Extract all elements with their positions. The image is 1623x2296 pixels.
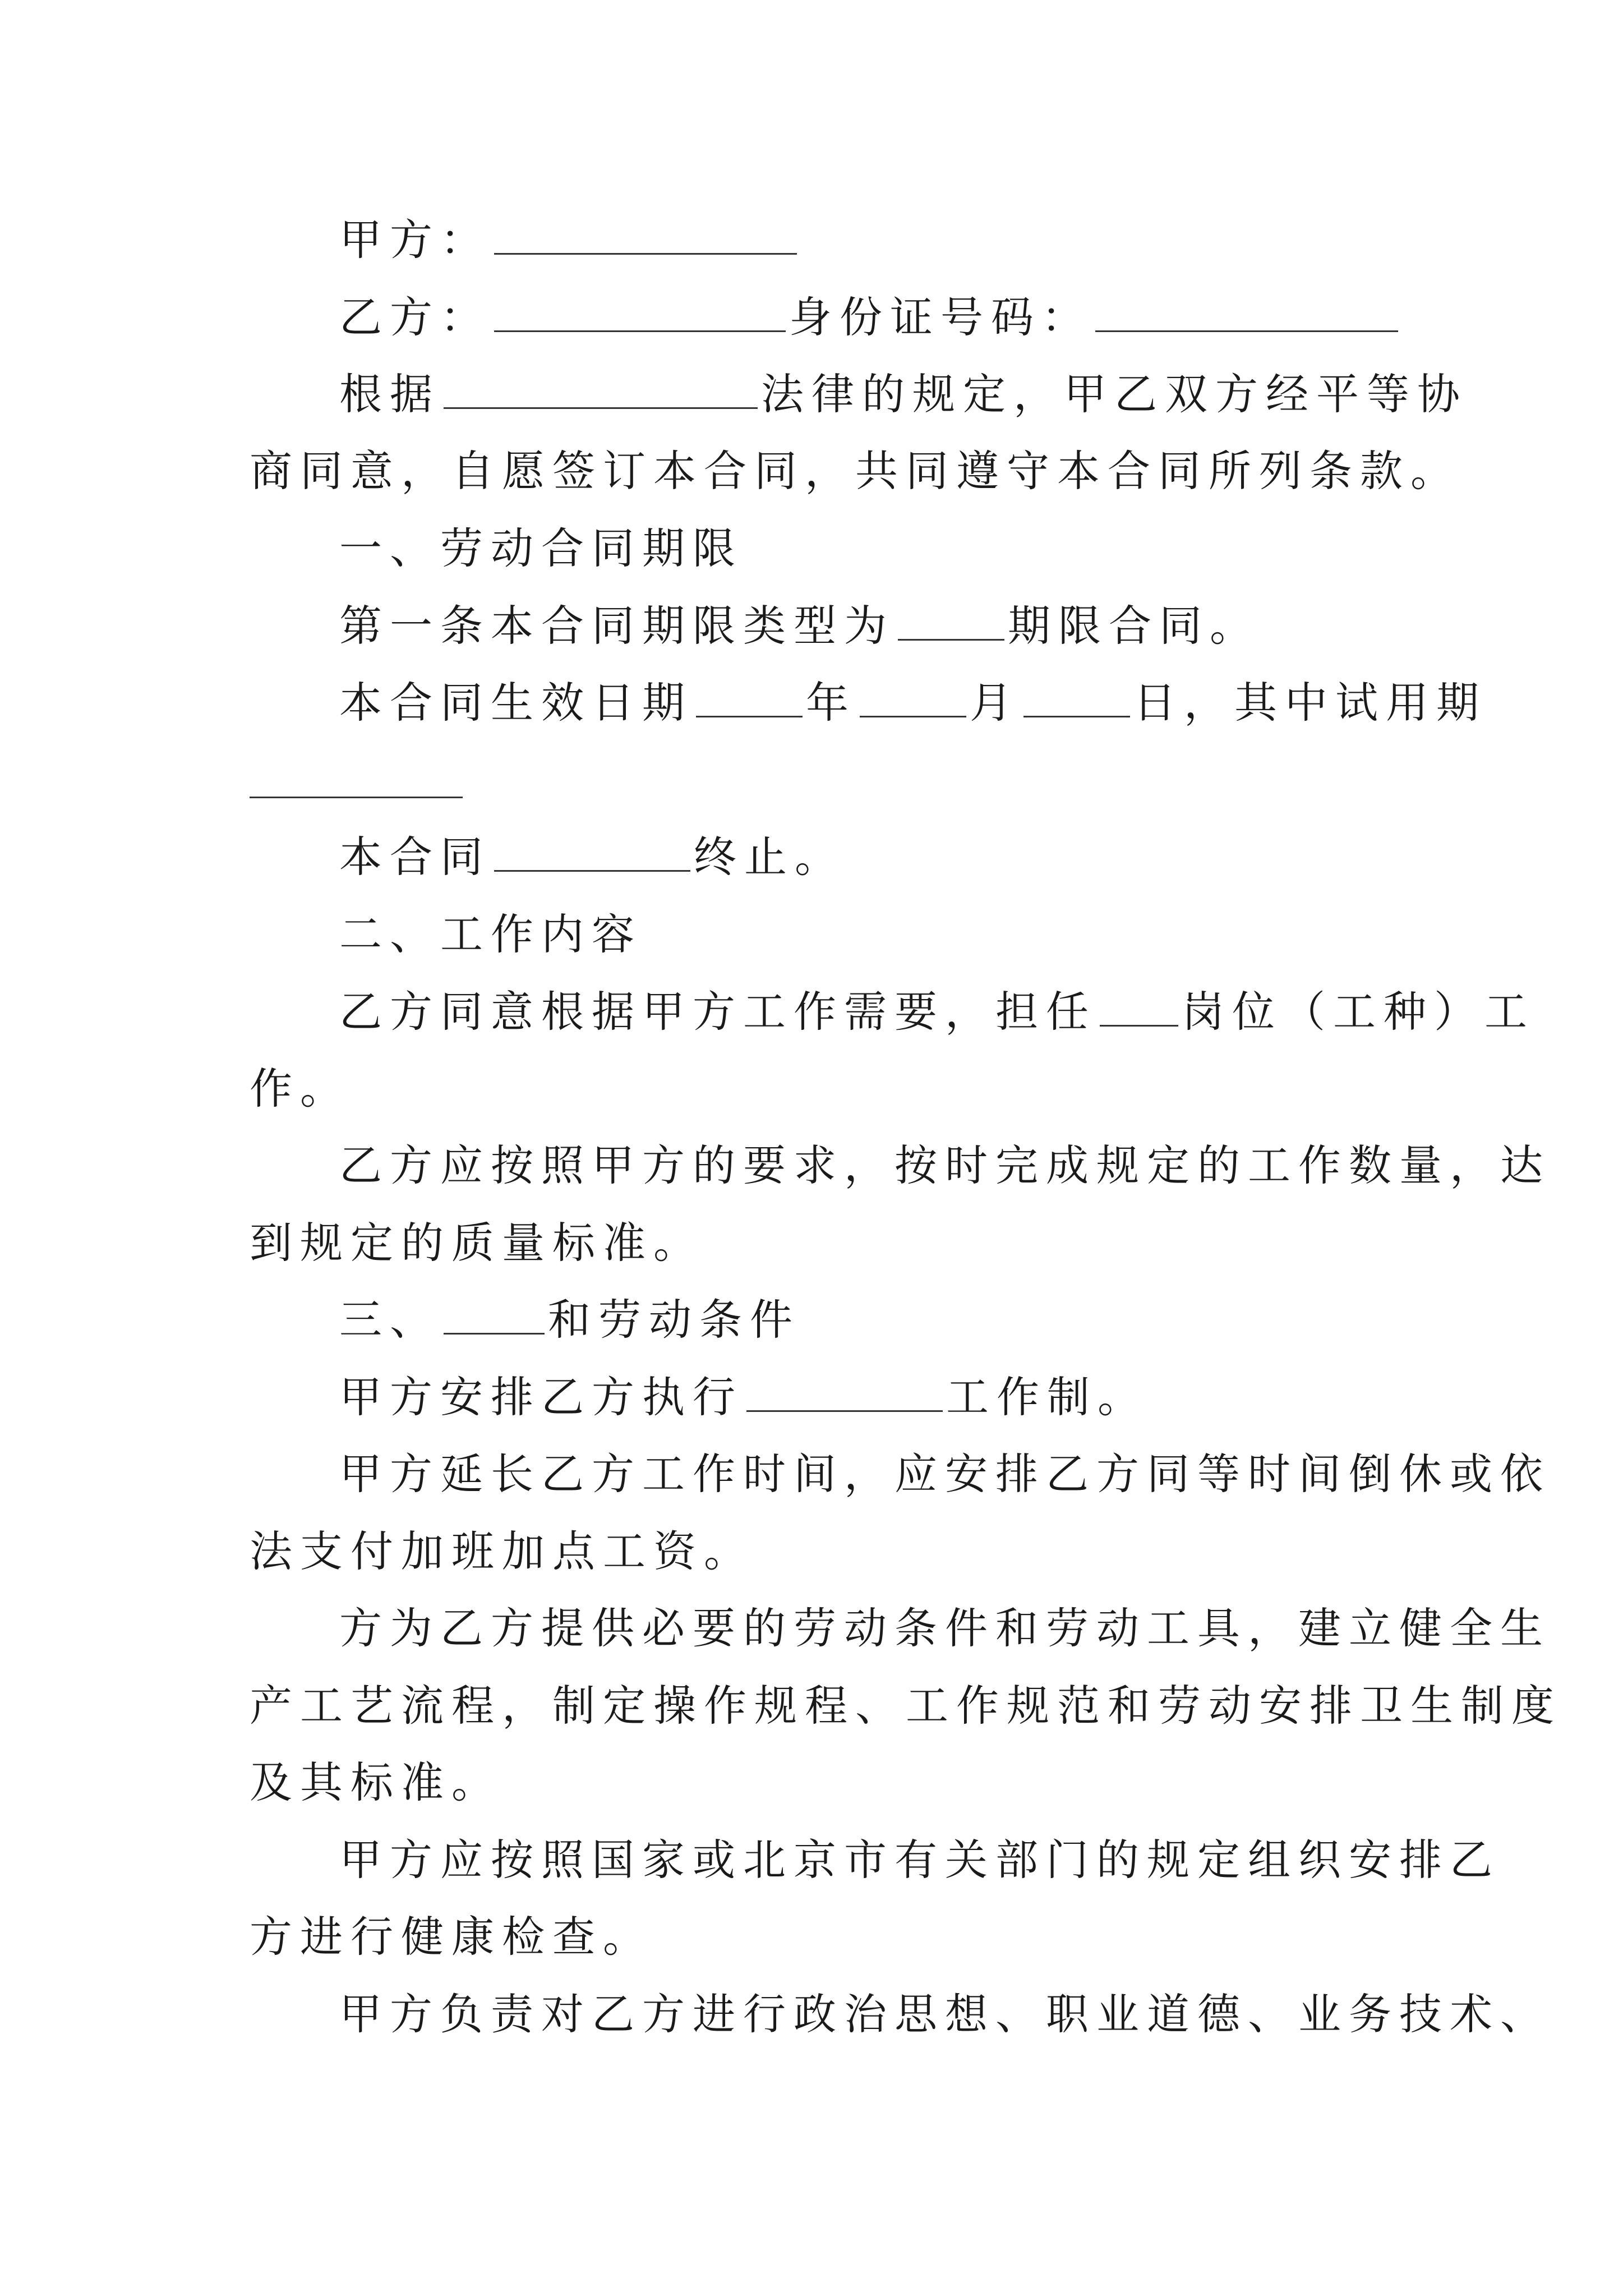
preamble-line-2: 商同意，自愿签订本合同，共同遵守本合同所列条款。 bbox=[250, 446, 1461, 496]
effective-date-line bbox=[339, 676, 1487, 730]
job-line-1 bbox=[339, 985, 1535, 1039]
job-line-2: 作。 bbox=[250, 1064, 351, 1114]
article-1-text-a: 第一条本合同期限类型为 bbox=[339, 601, 895, 651]
section-3-blank bbox=[444, 1294, 545, 1335]
section-3-title: 和劳动条件 bbox=[548, 1295, 800, 1345]
term-type-blank bbox=[898, 600, 1004, 641]
party-a-label: 甲方： bbox=[339, 215, 491, 265]
conditions-line-2: 产工艺流程，制定操作规程、工作规范和劳动安排卫生制度 bbox=[250, 1681, 1562, 1731]
party-b-label: 乙方： bbox=[339, 292, 491, 342]
conditions-line-3: 及其标准。 bbox=[250, 1757, 502, 1807]
duty-line-1: 乙方应按照甲方的要求，按时完成规定的工作数量，达 bbox=[339, 1140, 1551, 1190]
section-3-heading bbox=[339, 1293, 800, 1347]
termination-text-b: 终止。 bbox=[694, 832, 845, 882]
work-system-line bbox=[339, 1370, 1148, 1424]
termination-blank bbox=[494, 831, 690, 872]
job-text-a: 乙方同意根据甲方工作需要，担任 bbox=[339, 987, 1096, 1037]
conditions-line-1: 方为乙方提供必要的劳动条件和劳动工具，建立健全生 bbox=[339, 1603, 1551, 1653]
section-2-heading: 二、工作内容 bbox=[339, 909, 642, 959]
section-1-heading: 一、劳动合同期限 bbox=[339, 523, 743, 573]
training-line-1: 甲方负责对乙方进行政治思想、职业道德、业务技术、 bbox=[339, 1989, 1551, 2039]
work-system-text-a: 甲方安排乙方执行 bbox=[339, 1372, 743, 1422]
article-1-line bbox=[339, 599, 1260, 653]
article-1-text-b: 期限合同。 bbox=[1008, 601, 1260, 651]
probation-blank bbox=[250, 797, 463, 798]
section-3-number: 三、 bbox=[339, 1295, 440, 1345]
year-blank bbox=[696, 677, 803, 717]
overtime-line-2: 法支付加班加点工资。 bbox=[250, 1526, 754, 1576]
party-a-blank bbox=[494, 214, 797, 255]
id-number-label: 身份证号码： bbox=[789, 292, 1092, 342]
day-probation-text: 日，其中试用期 bbox=[1133, 678, 1487, 728]
position-blank bbox=[1100, 986, 1178, 1027]
id-number-blank bbox=[1095, 291, 1398, 332]
work-system-text-b: 工作制。 bbox=[946, 1372, 1148, 1422]
health-line-2: 方进行健康检查。 bbox=[250, 1912, 653, 1962]
law-blank bbox=[444, 368, 758, 409]
month-blank bbox=[860, 677, 966, 717]
preamble-text-a: 根据 bbox=[339, 369, 440, 419]
overtime-line-1: 甲方延长乙方工作时间，应安排乙方同等时间倒休或依 bbox=[339, 1449, 1551, 1499]
job-text-b: 岗位（工种）工 bbox=[1182, 987, 1535, 1037]
effective-date-text: 本合同生效日期 bbox=[339, 678, 693, 728]
termination-text-a: 本合同 bbox=[339, 832, 491, 882]
work-system-blank bbox=[746, 1371, 943, 1412]
termination-line bbox=[339, 830, 845, 884]
health-line-1: 甲方应按照国家或北京市有关部门的规定组织安排乙 bbox=[339, 1835, 1500, 1885]
preamble-text-b: 法律的规定，甲乙双方经平等协 bbox=[761, 369, 1468, 419]
duty-line-2: 到规定的质量标准。 bbox=[250, 1218, 704, 1268]
preamble-line-1 bbox=[339, 367, 1468, 421]
party-a-line bbox=[339, 213, 800, 267]
year-label: 年 bbox=[806, 678, 856, 728]
party-b-line bbox=[339, 291, 1401, 344]
month-label: 月 bbox=[970, 678, 1020, 728]
party-b-blank bbox=[494, 291, 786, 332]
day-blank bbox=[1023, 677, 1130, 717]
